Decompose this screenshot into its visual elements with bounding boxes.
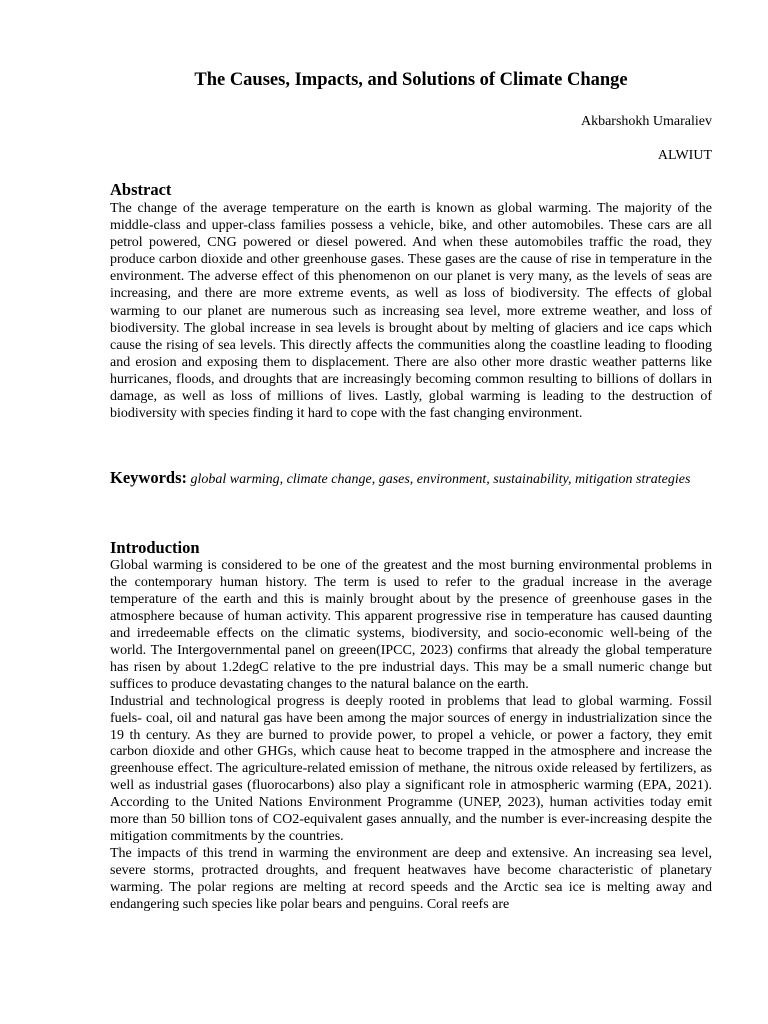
paper-title: The Causes, Impacts, and Solutions of Climate Change xyxy=(194,70,628,90)
keywords-list: global warming, climate change, gases, environment, sustainability, mitigation strategies xyxy=(190,472,691,487)
introduction-heading: Introduction xyxy=(110,538,200,557)
introduction-paragraph: Industrial and technological progress is deeply rooted in problems that lead to global warming. Fossil fuels- coal, oil and natural gas have been among the major sources of energy in industrialization since the 19 th century. As they are burned to provide power, to propel a vehicle, or power a factory, they emit carbon dioxide and other GHGs, which cause heat to become trapped in the atmosphere and increase the greenhouse effect. The agriculture-related emission of methane, the nitrous oxide released by fertilizers, as well as industrial gases (fluorocarbons) also play a significant role in atmospheric warming (EPA, 2021). According to the United Nations Environment Programme (UNEP, 2023), human activities today emit more than 50 billion tons of CO2-equivalent gases annually, and the number is ever-increasing despite the mitigation commitments by the countries. xyxy=(110,693,712,845)
introduction-paragraph: Global warming is considered to be one of the greatest and the most burning environmental problems in the contemporary human history. The term is used to refer to the gradual increase in the average temperature of the earth and this is mainly brought about by the presence of greenhouse gases in the atmosphere because of human activity. This apparent progressive rise in temperature has caused daunting and irredeemable effects on the climatic systems, biodiversity, and socio-economic well-being of the world. The Intergovernmental panel on greeen(IPCC, 2023) confirms that already the global temperature has risen by about 1.2degC relative to the pre industrial days. This may be a small numeric change but suffices to produce devastating changes to the natural balance on the earth. xyxy=(110,558,712,692)
introduction-paragraph: The impacts of this trend in warming the environment are deep and extensive. An increasing sea level, severe storms, protracted droughts, and frequent heatwaves have become characteristic of planetary warming. The polar regions are melting at record speeds and the Arctic sea ice is melting away and endangering such species like polar bears and penguins. Coral reefs are xyxy=(110,846,712,913)
author-affiliation: ALWIUT xyxy=(657,148,712,163)
keywords-label: Keywords: xyxy=(110,468,187,487)
abstract-heading: Abstract xyxy=(110,180,172,199)
keywords-line xyxy=(110,469,712,489)
abstract-text: The change of the average temperature on the earth is known as global warming. The majority of the middle-class and upper-class families possess a vehicle, bike, and other automobiles. These cars are all petrol powered, CNG powered or diesel powered. And when these automobiles traffic the road, they produce carbon dioxide and other greenhouse gases. These gases are the cause of rise in temperature in the environment. The adverse effect of this phenomenon on our planet is very many, as the levels of seas are increasing, and there are more extreme events, as well as loss of biodiversity. The effects of global warming to our planet are numerous such as increasing sea level, more extreme weather, and loss of biodiversity. The global increase in sea levels is brought about by melting of glaciers and ice caps which cause the rising of sea levels. This directly affects the communities along the coastline leading to flooding and erosion and exposing them to displacement. There are also other more drastic weather patterns like hurricanes, floods, and droughts that are increasingly becoming common resulting to billions of dollars in damage, as well as loss of millions of lives. Lastly, global warming is leading to the destruction of biodiversity with species finding it hard to cope with the fast changing environment. xyxy=(110,201,712,422)
introduction-body xyxy=(110,558,712,914)
author-name: Akbarshokh Umaraliev xyxy=(580,114,712,129)
